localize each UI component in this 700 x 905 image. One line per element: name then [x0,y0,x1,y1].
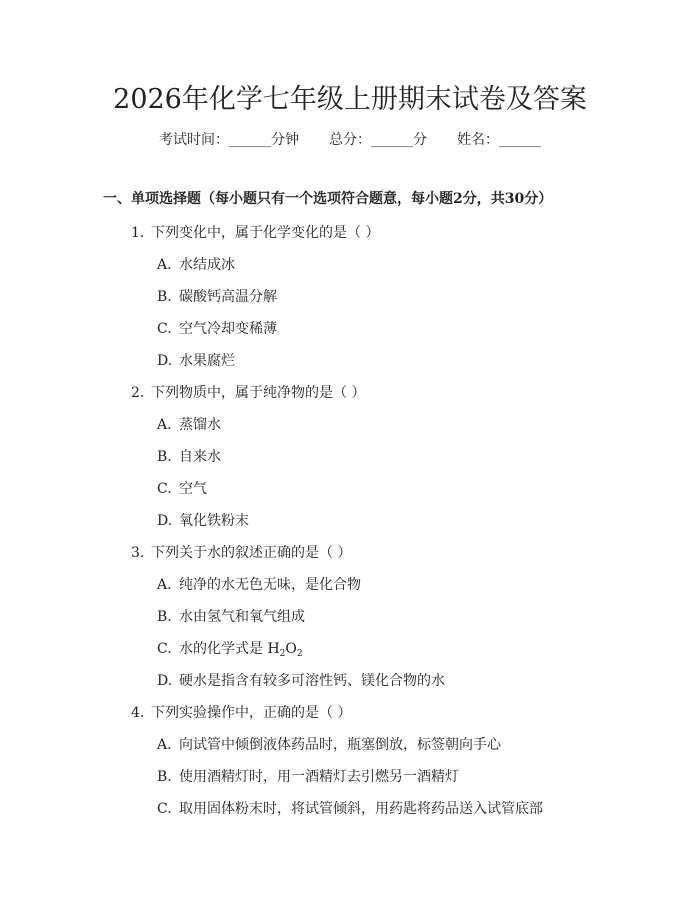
formula-prefix: 水的化学式是 H [179,641,280,657]
option-letter: B. [157,609,172,625]
exam-meta [0,130,700,150]
score-label: 总分： [329,132,371,148]
formula-mid: O [285,641,297,657]
option-text: 使用酒精灯时，用一酒精灯去引燃另一酒精灯 [179,769,459,785]
option-letter: D. [157,513,173,529]
option-2c [157,479,207,499]
section-heading: 一、单项选择题（每小题只有一个选项符合题意，每小题2分，共30分） [103,191,553,207]
option-3c [157,639,303,659]
question-3 [131,543,351,563]
question-number: 2. [131,385,145,401]
option-1a [157,255,235,275]
option-text: 取用固体粉末时，将试管倾斜，用药匙将药品送入试管底部 [179,801,543,817]
option-letter: D. [157,673,173,689]
option-letter: C. [157,641,172,657]
option-text: 碳酸钙高温分解 [179,289,277,305]
question-stem: 下列物质中，属于纯净物的是（ ） [151,385,366,401]
subscript: 2 [296,649,303,659]
option-text: 水果腐烂 [179,353,235,369]
score-unit: 分 [413,132,427,148]
option-text: 空气冷却变稀薄 [179,321,277,337]
option-text: 向试管中倾倒液体药品时，瓶塞倒放，标签朝向手心 [179,737,501,753]
option-letter: B. [157,289,172,305]
option-1c [157,319,277,339]
question-1 [131,223,379,243]
page-title: 2026年化学七年级上册期末试卷及答案 [113,84,587,115]
option-text: 水由氢气和氧气组成 [179,609,305,625]
option-4b [157,767,459,787]
option-2d [157,511,249,531]
option-3a [157,575,361,595]
option-2a [157,415,221,435]
option-4a [157,735,501,755]
option-3b [157,607,305,627]
option-4c [157,799,543,819]
option-letter: A. [157,737,172,753]
option-text [179,641,303,657]
name-label: 姓名： [457,132,499,148]
option-text: 氧化铁粉末 [179,513,249,529]
question-4 [131,703,351,723]
option-text: 硬水是指含有较多可溶性钙、镁化合物的水 [179,673,445,689]
option-text: 蒸馏水 [179,417,221,433]
option-2b [157,447,221,467]
option-letter: A. [157,577,172,593]
time-label: 考试时间： [159,132,229,148]
time-blank: ______ [229,132,271,148]
time-unit: 分钟 [271,132,299,148]
option-letter: A. [157,257,172,273]
option-letter: C. [157,481,172,497]
option-text: 自来水 [179,449,221,465]
option-letter: A. [157,417,172,433]
option-text: 空气 [179,481,207,497]
question-2 [131,383,365,403]
option-1d [157,351,235,371]
option-1b [157,287,277,307]
name-blank: ______ [499,132,541,148]
question-stem: 下列关于水的叙述正确的是（ ） [151,545,352,561]
option-text: 纯净的水无色无味，是化合物 [179,577,361,593]
question-number: 1. [131,225,145,241]
option-letter: C. [157,801,172,817]
question-number: 3. [131,545,145,561]
option-text: 水结成冰 [179,257,235,273]
question-stem: 下列实验操作中，正确的是（ ） [151,705,352,721]
question-number: 4. [131,705,145,721]
question-stem: 下列变化中，属于化学变化的是（ ） [151,225,380,241]
score-blank: ______ [371,132,413,148]
option-3d [157,671,445,691]
option-letter: B. [157,769,172,785]
subscript: 2 [279,649,286,659]
option-letter: C. [157,321,172,337]
option-letter: B. [157,449,172,465]
option-letter: D. [157,353,173,369]
